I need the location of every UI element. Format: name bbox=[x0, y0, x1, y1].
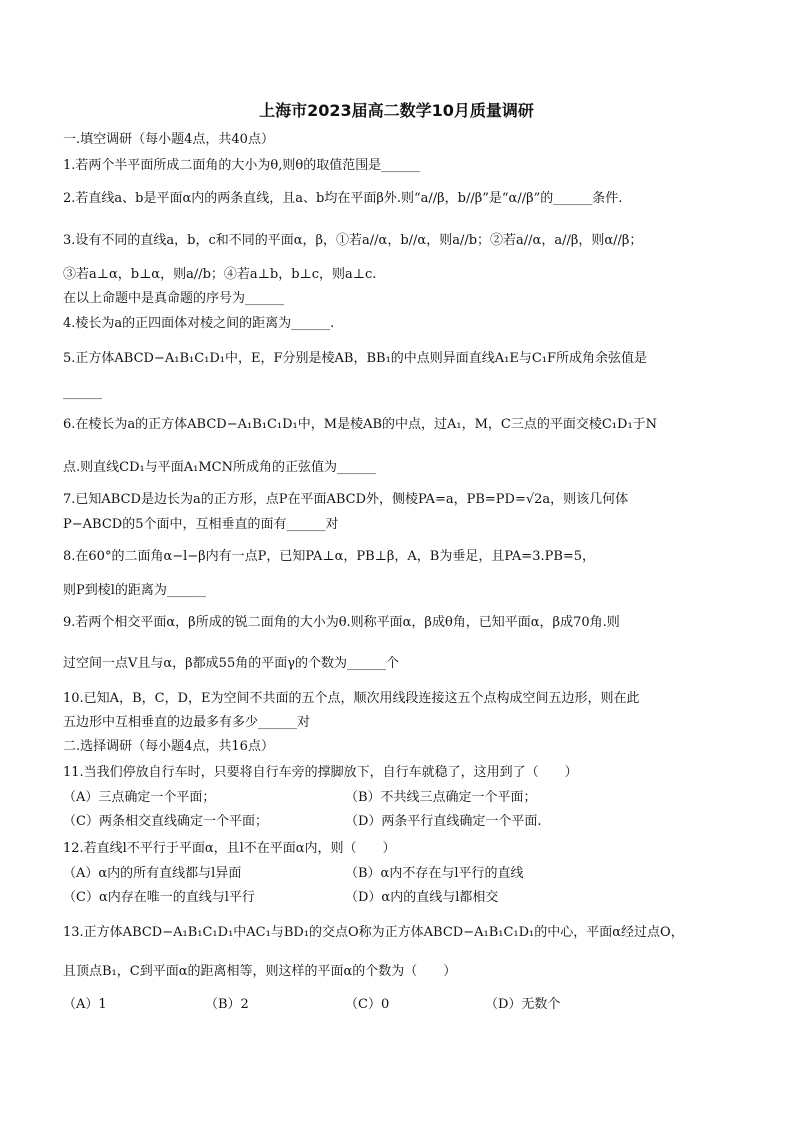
question-13-option-c[interactable]: （C）0 bbox=[345, 997, 390, 1012]
question-11-option-b[interactable]: （B）不共线三点确定一个平面； bbox=[345, 790, 537, 805]
question-8-line-1: 8.在60°的二面角α−l−β内有一点P，已知PA⊥α，PB⊥β，A，B为垂足，且PA=3.PB=5， bbox=[63, 549, 596, 564]
question-11-option-d[interactable]: （D）两条平行直线确定一个平面. bbox=[345, 814, 542, 829]
question-1: 1.若两个半平面所成二面角的大小为θ,则θ的取值范围是______ bbox=[63, 158, 421, 173]
question-12-option-d[interactable]: （D）α内的直线与l都相交 bbox=[345, 890, 499, 905]
question-13-line-2: 且顶点B₁，C到平面α的距离相等，则这样的平面α的个数为（ ） bbox=[63, 964, 457, 979]
question-12-option-b[interactable]: （B）α内不存在与l平行的直线 bbox=[345, 866, 524, 881]
question-5-line-1: 5.正方体ABCD−A₁B₁C₁D₁中，E，F分别是棱AB，BB₁的中点则异面直线A₁E与C₁F所成角余弦值是 bbox=[63, 351, 648, 366]
question-12: 12.若直线l不平行于平面α，且l不在平面α内，则（ ） bbox=[63, 841, 396, 856]
question-9-line-2: 过空间一点V且与α，β都成55角的平面γ的个数为______个 bbox=[63, 656, 399, 671]
question-6-line-1: 6.在棱长为a的正方体ABCD−A₁B₁C₁D₁中，M是棱AB的中点，过A₁，M，C三点的平面交棱C₁D₁于N bbox=[63, 417, 658, 432]
question-3-line-1: 3.设有不同的直线a，b，c和不同的平面α，β，①若a//α，b//α，则a//b；②若a//α，a//β，则α//β； bbox=[63, 233, 643, 248]
question-11: 11.当我们停放自行车时，只要将自行车旁的撑脚放下，自行车就稳了，这用到了（ ） bbox=[63, 765, 578, 780]
question-6-line-2: 点.则直线CD₁与平面A₁MCN所成角的正弦值为______ bbox=[63, 460, 376, 475]
question-10-line-1: 10.已知A，B，C，D，E为空间不共面的五个点，顺次用线段连接这五个点构成空间五边形，则在此 bbox=[63, 691, 640, 706]
question-7-line-2: P−ABCD的5个面中，互相垂直的面有______对 bbox=[63, 517, 339, 532]
question-11-option-c[interactable]: （C）两条相交直线确定一个平面； bbox=[63, 814, 268, 829]
question-13-option-d[interactable]: （D）无数个 bbox=[485, 997, 561, 1012]
section-multiple-choice-heading: 二.选择调研（每小题4点，共16点） bbox=[63, 739, 274, 754]
question-12-option-c[interactable]: （C）α内存在唯一的直线与l平行 bbox=[63, 890, 255, 905]
question-2: 2.若直线a、b是平面α内的两条直线，且a、b均在平面β外.则“a//β，b//β”是“α//β”的______条件. bbox=[63, 191, 623, 206]
section-fill-blank-heading: 一.填空调研（每小题4点，共40点） bbox=[63, 132, 274, 147]
question-5-line-2: ______ bbox=[63, 385, 102, 400]
question-13-line-1: 13.正方体ABCD−A₁B₁C₁D₁中AC₁与BD₁的交点O称为正方体ABCD−A₁B₁C₁D₁的中心，平面α经过点O， bbox=[63, 925, 684, 940]
question-9-line-1: 9.若两个相交平面α，β所成的锐二面角的大小为θ.则称平面α，β成θ角，已知平面α，β成70角.则 bbox=[63, 615, 620, 630]
question-12-option-a[interactable]: （A）α内的所有直线都与l异面 bbox=[63, 866, 242, 881]
question-13-option-b[interactable]: （B）2 bbox=[205, 997, 249, 1012]
page-title: 上海市2023届高二数学10月质量调研 bbox=[259, 101, 534, 120]
question-7-line-1: 7.已知ABCD是边长为a的正方形，点P在平面ABCD外，侧棱PA=a，PB=PD=√2a，则该几何体 bbox=[63, 492, 629, 507]
question-11-option-a[interactable]: （A）三点确定一个平面； bbox=[63, 790, 216, 805]
question-3-line-3: 在以上命题中是真命题的序号为______ bbox=[63, 291, 285, 306]
question-3-line-2: ③若a⊥α，b⊥α，则a//b；④若a⊥b，b⊥c，则a⊥c. bbox=[63, 267, 377, 282]
question-10-line-2: 五边形中互相垂直的边最多有多少______对 bbox=[63, 715, 311, 730]
question-8-line-2: 则P到棱l的距离为______ bbox=[63, 583, 206, 598]
question-4: 4.棱长为a的正四面体对棱之间的距离为______. bbox=[63, 316, 335, 331]
question-13-option-a[interactable]: （A）1 bbox=[63, 997, 107, 1012]
